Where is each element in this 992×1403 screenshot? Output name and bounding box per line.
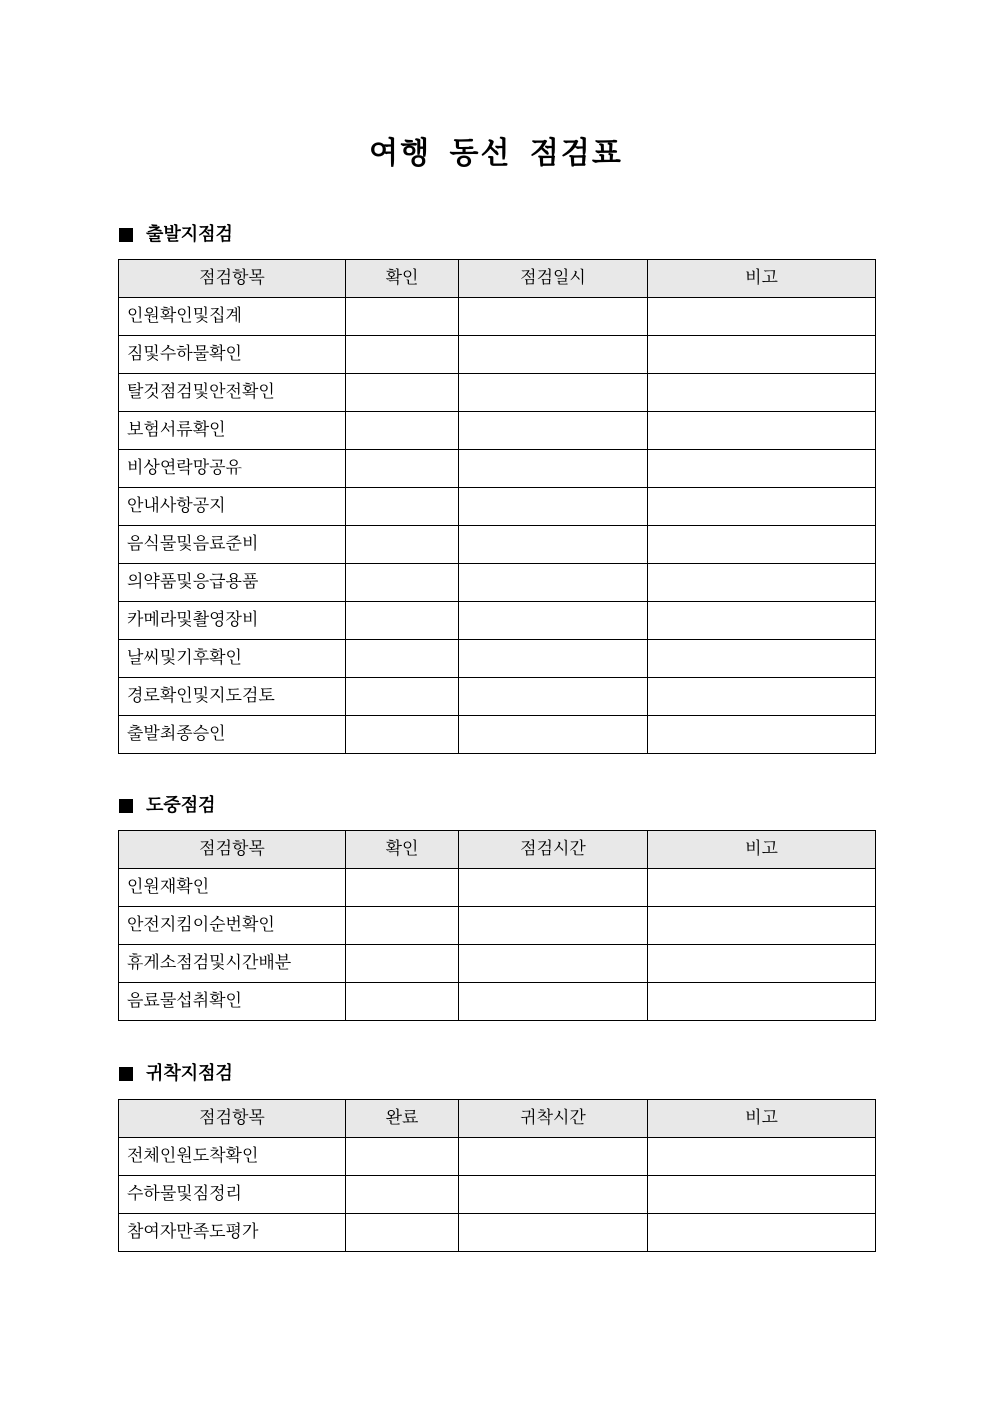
time-cell[interactable] [459,678,648,716]
confirm-cell[interactable] [346,526,459,564]
table-row [119,526,876,564]
column-header: 점검항목 [119,831,346,869]
check-item-label: 날씨및기후확인 [119,640,346,678]
section-heading-text: 귀착지점검 [146,1063,233,1084]
check-item-label: 짐및수하물확인 [119,336,346,374]
confirm-cell[interactable] [346,678,459,716]
table-header-row [119,260,876,298]
note-cell[interactable] [648,640,876,678]
note-cell[interactable] [648,1176,876,1214]
check-item-label: 인원재확인 [119,869,346,907]
confirm-cell[interactable] [346,412,459,450]
column-header: 확인 [346,260,459,298]
time-cell[interactable] [459,526,648,564]
confirm-cell[interactable] [346,907,459,945]
confirm-cell[interactable] [346,1176,459,1214]
table-row [119,869,876,907]
table-row [119,716,876,754]
note-cell[interactable] [648,678,876,716]
check-item-label: 보험서류확인 [119,412,346,450]
time-cell[interactable] [459,640,648,678]
column-header: 비고 [648,831,876,869]
time-cell[interactable] [459,945,648,983]
note-cell[interactable] [648,602,876,640]
time-cell[interactable] [459,298,648,336]
note-cell[interactable] [648,907,876,945]
table-row [119,298,876,336]
table-row [119,412,876,450]
table-row [119,1138,876,1176]
section-heading-departure [119,223,233,247]
check-item-label: 의약품및응급용품 [119,564,346,602]
confirm-cell[interactable] [346,488,459,526]
table-row [119,983,876,1021]
note-cell[interactable] [648,1214,876,1252]
check-item-label: 출발최종승인 [119,716,346,754]
confirm-cell[interactable] [346,1138,459,1176]
check-item-label: 수하물및짐정리 [119,1176,346,1214]
time-cell[interactable] [459,869,648,907]
note-cell[interactable] [648,1138,876,1176]
column-header: 확인 [346,831,459,869]
column-header: 완료 [346,1100,459,1138]
confirm-cell[interactable] [346,374,459,412]
time-cell[interactable] [459,488,648,526]
table-row [119,336,876,374]
table-header-row [119,1100,876,1138]
table-row [119,488,876,526]
column-header: 귀착시간 [459,1100,648,1138]
column-header: 점검항목 [119,1100,346,1138]
confirm-cell[interactable] [346,1214,459,1252]
check-item-label: 안전지킴이순번확인 [119,907,346,945]
table-row [119,450,876,488]
table-row [119,602,876,640]
section-heading-text: 출발지점검 [146,224,233,245]
time-cell[interactable] [459,336,648,374]
time-cell[interactable] [459,983,648,1021]
table-row [119,1176,876,1214]
black-square-icon [119,799,133,813]
table-header-row [119,831,876,869]
black-square-icon [119,228,133,242]
time-cell[interactable] [459,716,648,754]
check-item-label: 경로확인및지도검토 [119,678,346,716]
confirm-cell[interactable] [346,336,459,374]
confirm-cell[interactable] [346,602,459,640]
section-heading-arrival [119,1062,233,1086]
note-cell[interactable] [648,869,876,907]
confirm-cell[interactable] [346,564,459,602]
column-header: 비고 [648,1100,876,1138]
check-item-label: 전체인원도착확인 [119,1138,346,1176]
time-cell[interactable] [459,1214,648,1252]
table-row [119,678,876,716]
column-header: 점검항목 [119,260,346,298]
check-item-label: 카메라및촬영장비 [119,602,346,640]
note-cell[interactable] [648,564,876,602]
page-title: 여행 동선 점검표 [369,136,623,171]
note-cell[interactable] [648,412,876,450]
check-item-label: 비상연락망공유 [119,450,346,488]
time-cell[interactable] [459,1176,648,1214]
time-cell[interactable] [459,412,648,450]
note-cell[interactable] [648,983,876,1021]
section-heading-en-route [119,794,216,818]
confirm-cell[interactable] [346,945,459,983]
departure-check-table [118,259,876,754]
time-cell[interactable] [459,374,648,412]
confirm-cell[interactable] [346,450,459,488]
column-header: 점검일시 [459,260,648,298]
table-row [119,564,876,602]
check-item-label: 음료물섭취확인 [119,983,346,1021]
confirm-cell[interactable] [346,716,459,754]
column-header: 비고 [648,260,876,298]
time-cell[interactable] [459,602,648,640]
table-row [119,907,876,945]
note-cell[interactable] [648,374,876,412]
confirm-cell[interactable] [346,983,459,1021]
check-item-label: 참여자만족도평가 [119,1214,346,1252]
note-cell[interactable] [648,716,876,754]
check-item-label: 안내사항공지 [119,488,346,526]
en-route-check-table [118,830,876,1021]
check-item-label: 음식물및음료준비 [119,526,346,564]
note-cell[interactable] [648,336,876,374]
check-item-label: 탈것점검및안전확인 [119,374,346,412]
confirm-cell[interactable] [346,640,459,678]
note-cell[interactable] [648,450,876,488]
section-heading-text: 도중점검 [146,795,216,816]
arrival-check-table [118,1099,876,1252]
table-row [119,640,876,678]
confirm-cell[interactable] [346,869,459,907]
time-cell[interactable] [459,1138,648,1176]
time-cell[interactable] [459,564,648,602]
table-row [119,1214,876,1252]
note-cell[interactable] [648,298,876,336]
time-cell[interactable] [459,450,648,488]
note-cell[interactable] [648,526,876,564]
check-item-label: 휴게소점검및시간배분 [119,945,346,983]
check-item-label: 인원확인및집계 [119,298,346,336]
time-cell[interactable] [459,907,648,945]
black-square-icon [119,1067,133,1081]
note-cell[interactable] [648,488,876,526]
table-row [119,945,876,983]
column-header: 점검시간 [459,831,648,869]
table-row [119,374,876,412]
confirm-cell[interactable] [346,298,459,336]
note-cell[interactable] [648,945,876,983]
